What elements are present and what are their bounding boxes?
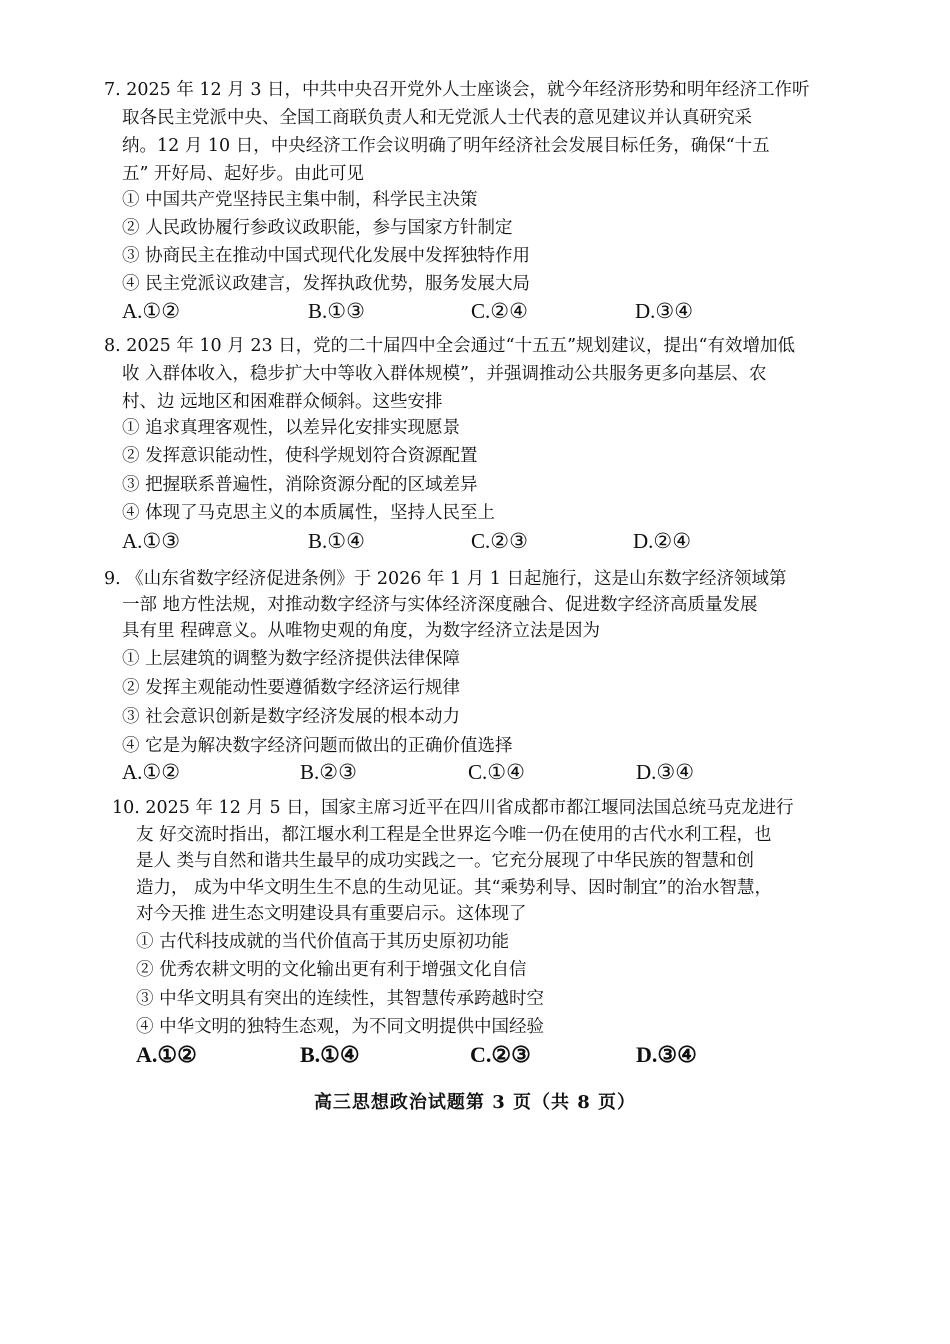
question-10-choice-d[interactable]: D.③④ <box>636 1042 697 1067</box>
question-9-stem-line-3: 具有里 程碑意义。从唯物史观的角度，为数字经济立法是因为 <box>122 621 601 641</box>
question-8-choice-c[interactable]: C.②③ <box>471 529 528 553</box>
question-7-stem-line-2: 取各民主党派中央、全国工商联负责人和无党派人士代表的意见建议并认真研究采 <box>122 108 752 128</box>
question-10-stem-line-3: 是人 类与自然和谐共生最早的成功实践之一。它充分展现了中华民族的智慧和创 <box>136 851 755 871</box>
question-7-stem-line-1: 7. 2025 年 12 月 3 日，中共中央召开党外人士座谈会，就今年经济形势和明年经济工作听 <box>104 80 810 100</box>
question-10-stem-line-2: 友 好交流时指出，都江堰水利工程是全世界迄今唯一仍在使用的古代水利工程，也 <box>136 825 772 845</box>
question-7-choice-b[interactable]: B.①③ <box>308 299 365 323</box>
question-9-option-3: ③ 社会意识创新是数字经济发展的根本动力 <box>122 707 461 727</box>
question-10-choice-b[interactable]: B.①④ <box>300 1042 360 1067</box>
question-7-option-3: ③ 协商民主在推动中国式现代化发展中发挥独特作用 <box>122 246 531 266</box>
question-8-stem-line-1: 8. 2025 年 10 月 23 日，党的二十届四中全会通过“十五五”规划建议，提出“有效增加低 <box>104 336 795 356</box>
question-8-stem-line-3: 村、边 远地区和困难群众倾斜。这些安排 <box>122 392 443 412</box>
question-10-option-3: ③ 中华文明具有突出的连续性，其智慧传承跨越时空 <box>136 989 545 1009</box>
question-8-option-4: ④ 体现了马克思主义的本质属性，坚持人民至上 <box>122 503 496 523</box>
question-9-option-4: ④ 它是为解决数字经济问题而做出的正确价值选择 <box>122 736 513 756</box>
question-9-choice-d[interactable]: D.③④ <box>636 760 695 784</box>
question-9-option-1: ① 上层建筑的调整为数字经济提供法律保障 <box>122 649 461 669</box>
question-10-option-2: ② 优秀农耕文明的文化输出更有利于增强文化自信 <box>136 960 527 980</box>
question-7-option-4: ④ 民主党派议政建言，发挥执政优势，服务发展大局 <box>122 274 531 294</box>
question-8-choice-a[interactable]: A.①③ <box>122 529 181 553</box>
question-10-choice-c[interactable]: C.②③ <box>470 1042 531 1067</box>
question-7-option-1: ① 中国共产党坚持民主集中制，科学民主决策 <box>122 190 478 210</box>
page-footer: 高三思想政治试题第 3 页（共 8 页） <box>313 1092 637 1113</box>
question-9-choice-c[interactable]: C.①④ <box>468 760 525 784</box>
question-10-stem-line-4: 造力， 成为中华文明生生不息的生动见证。其“乘势利导、因时制宜”的治水智慧， <box>136 878 772 898</box>
question-7-option-2: ② 人民政协履行参政议政职能，参与国家方针制定 <box>122 218 513 238</box>
question-9-option-2: ② 发挥主观能动性要遵循数字经济运行规律 <box>122 678 461 698</box>
question-7-choice-c[interactable]: C.②④ <box>471 299 528 323</box>
question-10-choice-a[interactable]: A.①② <box>136 1042 197 1067</box>
question-10-option-1: ① 古代科技成就的当代价值高于其历史原初功能 <box>136 932 510 952</box>
question-8-choice-b[interactable]: B.①④ <box>308 529 365 553</box>
question-8-stem-line-2: 收 入群体收入，稳步扩大中等收入群体规模”，并强调推动公共服务更多向基层、农 <box>122 364 767 384</box>
question-9-stem-line-1: 9. 《山东省数字经济促进条例》于 2026 年 1 月 1 日起施行，这是山东数字经济领域第 <box>104 569 787 589</box>
question-8-option-1: ① 追求真理客观性，以差异化安排实现愿景 <box>122 418 461 438</box>
question-10-stem-line-5: 对今天推 进生态文明建设具有重要启示。这体现了 <box>136 904 527 924</box>
question-8-choice-d[interactable]: D.②④ <box>633 529 692 553</box>
question-9-choice-a[interactable]: A.①② <box>122 760 181 784</box>
question-10-option-4: ④ 中华文明的独特生态观，为不同文明提供中国经验 <box>136 1017 545 1037</box>
question-7-choice-a[interactable]: A.①② <box>122 299 181 323</box>
question-9-stem-line-2: 一部 地方性法规，对推动数字经济与实体经济深度融合、促进数字经济高质量发展 <box>122 595 758 615</box>
question-10-stem-line-1: 10. 2025 年 12 月 5 日，国家主席习近平在四川省成都市都江堰同法国总统马克龙进行 <box>112 798 794 818</box>
question-8-option-2: ② 发挥意识能动性，使科学规划符合资源配置 <box>122 446 478 466</box>
question-8-option-3: ③ 把握联系普遍性，消除资源分配的区域差异 <box>122 475 478 495</box>
question-9-choice-b[interactable]: B.②③ <box>300 760 357 784</box>
question-7-choice-d[interactable]: D.③④ <box>635 299 694 323</box>
question-7-stem-line-3: 纳。12 月 10 日，中央经济工作会议明确了明年经济社会发展目标任务，确保“十五 <box>122 136 770 156</box>
question-7-stem-line-4: 五” 开好局、起好步。由此可见 <box>122 164 365 184</box>
